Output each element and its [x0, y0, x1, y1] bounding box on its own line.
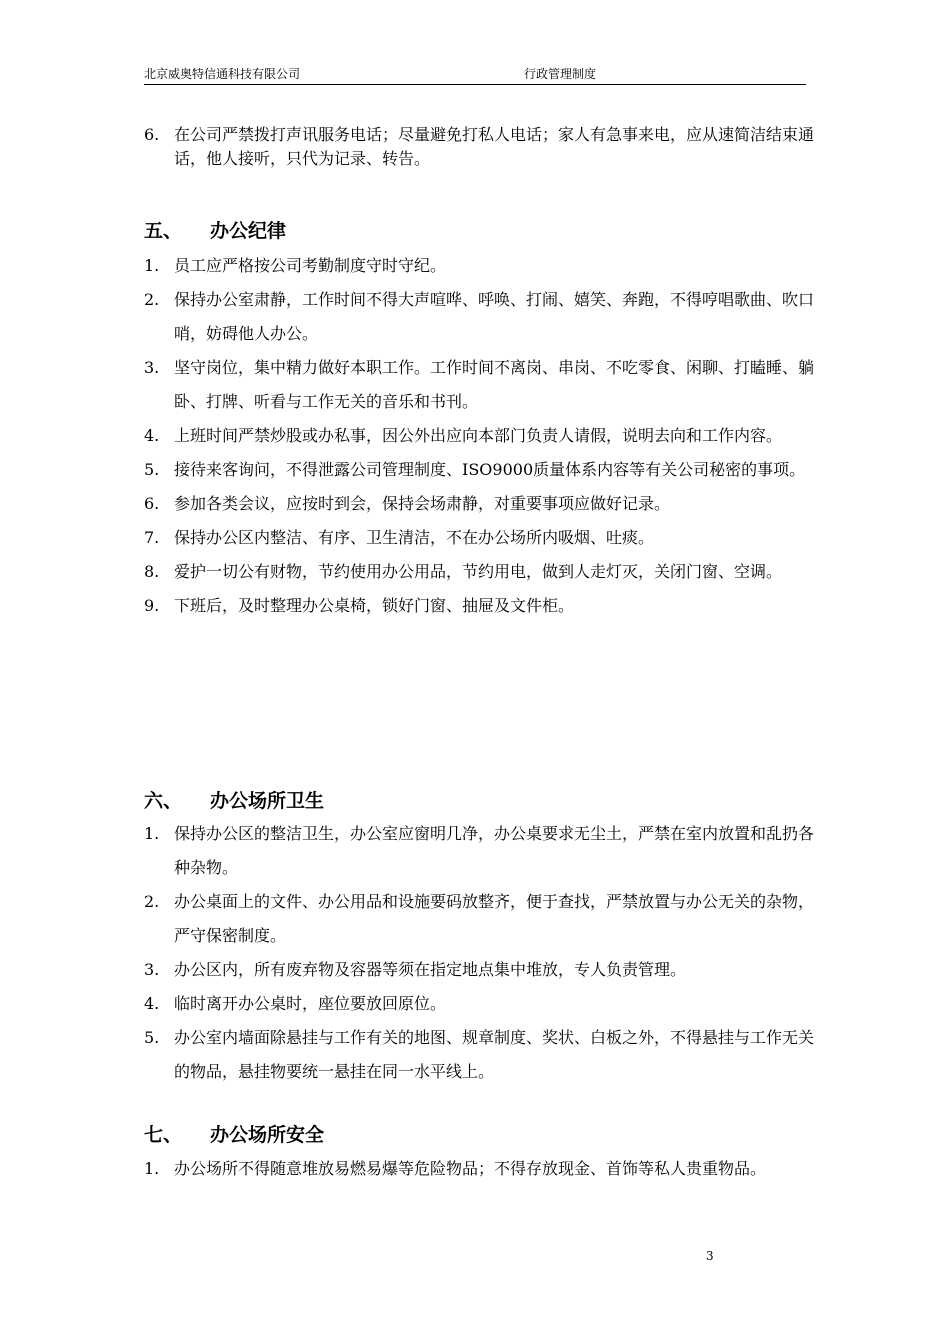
- item-number: 3.: [144, 960, 160, 979]
- item-text: 下班后，及时整理办公桌椅，锁好门窗、抽屉及文件柜。: [174, 596, 575, 615]
- item-number: 9.: [144, 596, 160, 615]
- header-company: 北京威奥特信通科技有限公司: [144, 67, 301, 81]
- list-item: [144, 351, 814, 419]
- section-number: 五、: [144, 220, 183, 242]
- section-7-list: [144, 1152, 814, 1186]
- list-item: [144, 555, 814, 589]
- item-number: 1.: [144, 824, 160, 843]
- item-text: 在公司严禁拨打声讯服务电话；尽量避免打私人电话；家人有急事来电，应从速简洁结束通话，他人接听，只代为记录、转告。: [174, 125, 815, 168]
- item-number: 2.: [144, 892, 160, 911]
- list-item: [144, 885, 814, 953]
- section-number: 六、: [144, 790, 183, 812]
- section-title: 办公纪律: [210, 220, 287, 242]
- item-text: 爱护一切公有财物，节约使用办公用品，节约用电，做到人走灯灭，关闭门窗、空调。: [174, 562, 783, 581]
- list-item: [144, 1152, 814, 1186]
- section-heading-6: [144, 789, 324, 813]
- item-text: 参加各类会议，应按时到会，保持会场肃静，对重要事项应做好记录。: [174, 494, 671, 513]
- list-item: [144, 987, 814, 1021]
- list-item: [144, 453, 814, 487]
- item-text: 办公桌面上的文件、办公用品和设施要码放整齐，便于查找，严禁放置与办公无关的杂物，严守保密制度。: [174, 892, 815, 945]
- item-text: 接待来客询问，不得泄露公司管理制度、ISO9000质量体系内容等有关公司秘密的事项。: [174, 460, 806, 479]
- list-item: [144, 817, 814, 885]
- item-number: 3.: [144, 358, 160, 377]
- list-item: [144, 249, 814, 283]
- list-item: [144, 419, 814, 453]
- section-number: 七、: [144, 1124, 183, 1146]
- list-item: [144, 487, 814, 521]
- header-doc-title: 行政管理制度: [524, 67, 597, 81]
- list-item: [144, 589, 814, 623]
- section-5-list: [144, 249, 814, 623]
- item-text: 坚守岗位，集中精力做好本职工作。工作时间不离岗、串岗、不吃零食、闲聊、打瞌睡、躺卧、打牌、听看与工作无关的音乐和书刊。: [174, 358, 815, 411]
- item-number: 5.: [144, 460, 160, 479]
- item-number: 6.: [144, 494, 160, 513]
- continued-list: [144, 123, 814, 171]
- item-text: 保持办公区的整洁卫生，办公室应窗明几净，办公桌要求无尘土，严禁在室内放置和乱扔各种杂物。: [174, 824, 815, 877]
- item-text: 临时离开办公桌时，座位要放回原位。: [174, 994, 447, 1013]
- item-number: 4.: [144, 994, 160, 1013]
- item-text: 保持办公区内整洁、有序、卫生清洁，不在办公场所内吸烟、吐痰。: [174, 528, 655, 547]
- item-text: 办公室内墙面除悬挂与工作有关的地图、规章制度、奖状、白板之外，不得悬挂与工作无关的物品，悬挂物要统一悬挂在同一水平线上。: [174, 1028, 815, 1081]
- list-item: [144, 521, 814, 555]
- section-title: 办公场所卫生: [210, 790, 325, 812]
- item-number: 6.: [144, 125, 160, 144]
- page-header: [144, 66, 806, 85]
- item-number: 7.: [144, 528, 160, 547]
- item-number: 1.: [144, 256, 160, 275]
- item-text: 办公场所不得随意堆放易燃易爆等危险物品；不得存放现金、首饰等私人贵重物品。: [174, 1159, 767, 1178]
- item-number: 8.: [144, 562, 160, 581]
- page-number: 3: [706, 1249, 714, 1263]
- list-item: [144, 953, 814, 987]
- item-number: 4.: [144, 426, 160, 445]
- section-title: 办公场所安全: [210, 1124, 325, 1146]
- section-6-list: [144, 817, 814, 1089]
- item-text: 保持办公室肃静，工作时间不得大声喧哗、呼唤、打闹、嬉笑、奔跑，不得哼唱歌曲、吹口哨，妨碍他人办公。: [174, 290, 815, 343]
- item-text: 员工应严格按公司考勤制度守时守纪。: [174, 256, 447, 275]
- item-number: 2.: [144, 290, 160, 309]
- list-item: [144, 283, 814, 351]
- item-text: 办公区内，所有废弃物及容器等须在指定地点集中堆放，专人负责管理。: [174, 960, 687, 979]
- item-text: 上班时间严禁炒股或办私事，因公外出应向本部门负责人请假，说明去向和工作内容。: [174, 426, 783, 445]
- item-number: 1.: [144, 1159, 160, 1178]
- section-heading-7: [144, 1123, 324, 1147]
- section-heading-5: [144, 219, 286, 243]
- list-item: [144, 123, 814, 171]
- item-number: 5.: [144, 1028, 160, 1047]
- list-item: [144, 1021, 814, 1089]
